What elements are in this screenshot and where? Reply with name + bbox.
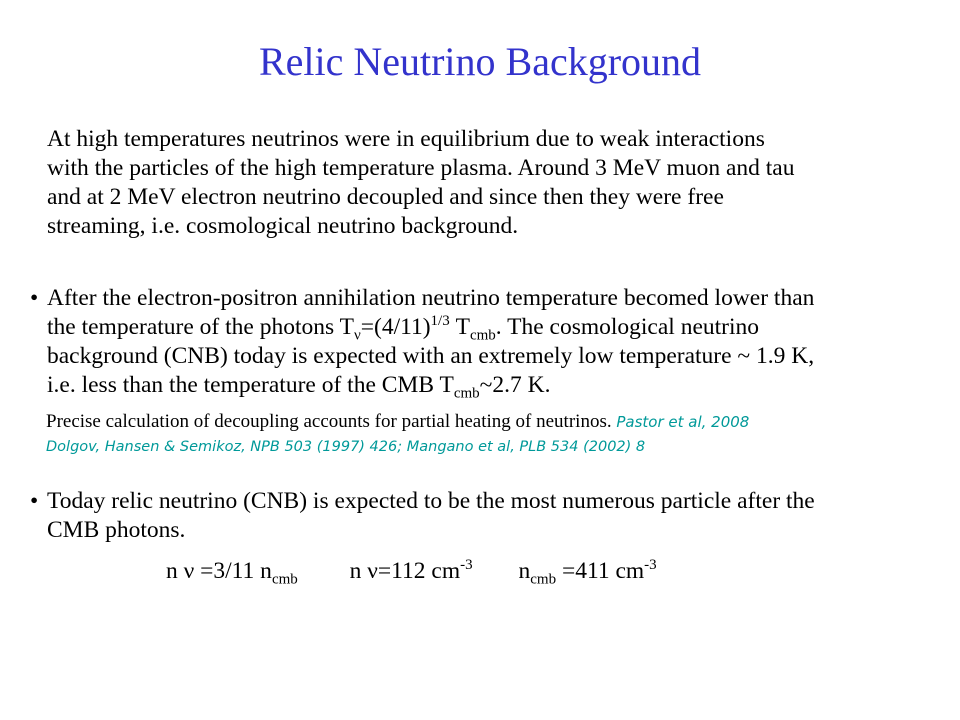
text-run: . The cosmological neutrino: [495, 314, 760, 340]
cmb-subscript: cmb: [271, 571, 298, 588]
formula-term-cmb-density: [519, 557, 657, 586]
intro-line: At high temperatures neutrinos were in equilibrium due to weak interactions: [47, 126, 765, 152]
intro-paragraph: [47, 125, 927, 241]
bullet-relic-neutrino: [30, 487, 930, 545]
bullet-line: Today relic neutrino (CNB) is expected to be the most numerous particle after the: [47, 488, 815, 514]
exponent: -3: [460, 557, 473, 574]
text-run: n: [349, 558, 368, 584]
bullet-neutrino-temperature: [30, 284, 930, 400]
formula-term-ratio: [166, 557, 298, 586]
precise-calculation-note: [46, 410, 749, 434]
text-run: =(4/11): [360, 314, 431, 340]
paper-references: Dolgov, Hansen & Semikoz, NPB 503 (1997) 426; Mangano et al, PLB 534 (2002) 8: [46, 439, 646, 455]
bullet-line: background (CNB) today is expected with an extremely low temperature ~ 1.9 K,: [47, 343, 815, 369]
text-run: n: [166, 558, 184, 584]
bullet-line-temperature-ratio: [47, 313, 930, 342]
exponent: -3: [644, 557, 657, 574]
cmb-subscript: cmb: [469, 327, 496, 344]
intro-line: and at 2 MeV electron neutrino decoupled and since then they were free: [47, 184, 724, 210]
cmb-subscript: cmb: [453, 385, 480, 402]
text-run: T: [449, 314, 470, 340]
intro-line: with the particles of the high temperature plasma. Around 3 MeV muon and tau: [47, 155, 795, 181]
text-run: =411 cm: [556, 558, 645, 584]
text-run: =112 cm: [377, 558, 461, 584]
cmb-subscript: cmb: [530, 571, 557, 588]
pastor-reference: Pastor et al, 2008: [616, 413, 750, 431]
nu-symbol: ν: [367, 558, 378, 584]
text-run: =3/11 n: [194, 558, 272, 584]
intro-line: streaming, i.e. cosmological neutrino background.: [47, 213, 519, 239]
note-text: Precise calculation of decoupling accounts for partial heating of neutrinos.: [46, 411, 612, 432]
bullet-line: CMB photons.: [47, 517, 186, 543]
text-run: the temperature of the photons T: [47, 314, 354, 340]
bullet-marker: •: [30, 488, 39, 514]
text-run: ~2.7 K.: [479, 372, 551, 398]
exponent: 1/3: [430, 313, 450, 330]
bullet-marker: •: [30, 285, 39, 311]
formula-term-nu-density: [350, 557, 473, 586]
text-run: n: [518, 558, 531, 584]
nu-symbol: ν: [183, 558, 195, 584]
bullet-line: After the electron-positron annihilation neutrino temperature becomed lower than: [47, 285, 815, 311]
nu-subscript: ν: [353, 327, 361, 344]
text-run: i.e. less than the temperature of the CMB T: [47, 372, 454, 398]
density-formula: [166, 557, 657, 586]
bullet-line-cmb: [47, 371, 930, 400]
slide-title: Relic Neutrino Background: [258, 39, 702, 84]
